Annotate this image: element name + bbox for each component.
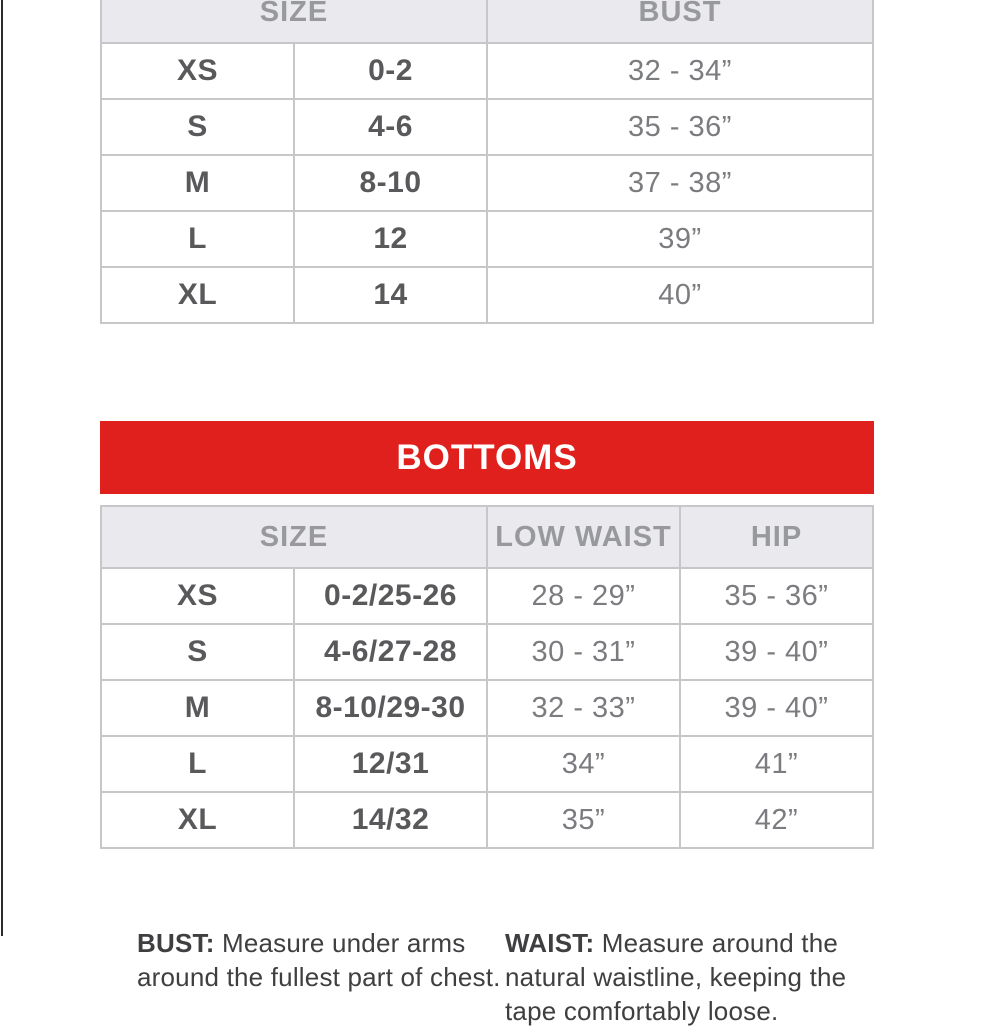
tops-header-row: [101, 0, 873, 43]
table-row: [101, 43, 873, 99]
size-cell: XS: [101, 568, 294, 624]
note-line: around the fullest part of chest.: [137, 962, 501, 992]
bust-cell: 37 - 38”: [487, 155, 873, 211]
table-row: [101, 624, 873, 680]
waist-measure-note: [505, 926, 865, 1028]
bottoms-header-size: SIZE: [101, 506, 487, 568]
range-cell: 0-2: [294, 43, 487, 99]
hip-cell: 39 - 40”: [680, 680, 873, 736]
table-row: [101, 99, 873, 155]
range-cell: 14/32: [294, 792, 487, 848]
size-cell: M: [101, 155, 294, 211]
bust-cell: 32 - 34”: [487, 43, 873, 99]
size-cell: L: [101, 211, 294, 267]
table-row: [101, 736, 873, 792]
table-row: [101, 792, 873, 848]
size-cell: XS: [101, 43, 294, 99]
hip-cell: 42”: [680, 792, 873, 848]
size-cell: S: [101, 624, 294, 680]
size-cell: XL: [101, 267, 294, 323]
bust-cell: 35 - 36”: [487, 99, 873, 155]
tops-table-container: [100, 0, 874, 324]
note-line: tape comfortably loose.: [505, 996, 779, 1026]
hip-cell: 35 - 36”: [680, 568, 873, 624]
bust-note-text: Measure under arms: [222, 928, 466, 958]
range-cell: 14: [294, 267, 487, 323]
tops-header-bust: BUST: [487, 0, 873, 43]
range-cell: 8-10/29-30: [294, 680, 487, 736]
bottoms-header-hip: HIP: [680, 506, 873, 568]
tops-size-table: [100, 0, 874, 324]
range-cell: 4-6: [294, 99, 487, 155]
range-cell: 12: [294, 211, 487, 267]
tops-header-size: SIZE: [101, 0, 487, 43]
bottoms-header-row: [101, 506, 873, 568]
bottoms-size-table: [100, 505, 874, 849]
scan-edge-artifact: [1, 0, 3, 936]
low-waist-cell: 28 - 29”: [487, 568, 680, 624]
range-cell: 12/31: [294, 736, 487, 792]
size-cell: L: [101, 736, 294, 792]
low-waist-cell: 30 - 31”: [487, 624, 680, 680]
range-cell: 0-2/25-26: [294, 568, 487, 624]
note-line: natural waistline, keeping the: [505, 962, 847, 992]
note-line: [505, 926, 865, 960]
table-row: [101, 155, 873, 211]
bottoms-banner-label: BOTTOMS: [396, 437, 578, 477]
hip-cell: 39 - 40”: [680, 624, 873, 680]
table-row: [101, 680, 873, 736]
table-row: [101, 211, 873, 267]
bottoms-header-low-waist: LOW WAIST: [487, 506, 680, 568]
low-waist-cell: 32 - 33”: [487, 680, 680, 736]
low-waist-cell: 34”: [487, 736, 680, 792]
bust-note-label: BUST:: [137, 928, 215, 958]
table-row: [101, 267, 873, 323]
size-cell: M: [101, 680, 294, 736]
bust-cell: 39”: [487, 211, 873, 267]
bust-measure-note: [137, 926, 507, 994]
note-line: [137, 926, 507, 960]
table-row: [101, 568, 873, 624]
range-cell: 4-6/27-28: [294, 624, 487, 680]
bottoms-table-container: [100, 505, 874, 849]
range-cell: 8-10: [294, 155, 487, 211]
low-waist-cell: 35”: [487, 792, 680, 848]
bottoms-banner: [100, 421, 874, 494]
waist-note-text: Measure around the: [601, 928, 839, 958]
hip-cell: 41”: [680, 736, 873, 792]
waist-note-label: WAIST:: [505, 928, 595, 958]
size-cell: XL: [101, 792, 294, 848]
size-cell: S: [101, 99, 294, 155]
bust-cell: 40”: [487, 267, 873, 323]
